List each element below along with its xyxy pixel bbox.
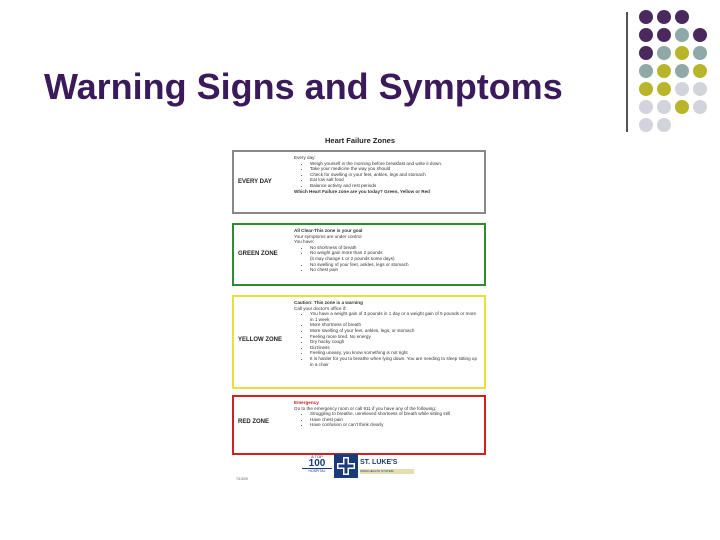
decorative-dot bbox=[639, 100, 653, 114]
document-title: Heart Failure Zones bbox=[324, 136, 396, 145]
every-day-zone bbox=[232, 150, 486, 214]
decorative-dot bbox=[639, 10, 653, 24]
zone-heading: Every day: bbox=[294, 155, 316, 160]
hospital-subtitle: IOWA HEALTH SYSTEM bbox=[360, 469, 414, 474]
green-zone bbox=[232, 223, 486, 286]
decorative-dot bbox=[693, 28, 707, 42]
list-item: • No shortness of breath bbox=[310, 245, 480, 251]
decorative-dot bbox=[639, 64, 653, 78]
list-item: • No swelling of your feet, ankles, legs or stomach bbox=[310, 262, 480, 268]
heart-failure-document bbox=[232, 132, 488, 482]
list-item: • Have confusion or can't think clearly bbox=[310, 422, 480, 428]
zone-line: You have: bbox=[294, 239, 315, 245]
list-item: • Dry hacky cough bbox=[310, 339, 480, 345]
top-100-hospital-logo bbox=[302, 454, 332, 478]
list-item: • No chest pain bbox=[310, 267, 480, 273]
list-item: • Weigh yourself in the morning before breakfast and write it down. bbox=[310, 161, 480, 167]
slide-title: Warning Signs and Symptoms bbox=[44, 66, 563, 107]
decorative-dot bbox=[675, 28, 689, 42]
list-item: • Eat low salt food bbox=[310, 177, 480, 183]
decorative-dot bbox=[657, 64, 671, 78]
red-zone bbox=[232, 395, 486, 455]
decorative-dot bbox=[675, 10, 689, 24]
list-item: • Balance activity and rest periods bbox=[310, 183, 480, 189]
yellow-zone bbox=[232, 295, 486, 389]
zone-heading: Caution: This zone is a warning bbox=[294, 300, 363, 305]
list-item: • Struggling to breathe, unrelieved shortness of breath while sitting still bbox=[310, 411, 480, 417]
decorative-dot bbox=[657, 100, 671, 114]
logo-text: HOSPITAL bbox=[302, 468, 332, 473]
hospital-cross-icon bbox=[334, 454, 358, 478]
decorative-dot bbox=[657, 28, 671, 42]
decorative-dot bbox=[639, 118, 653, 132]
divider-line bbox=[626, 12, 628, 132]
zone-body bbox=[294, 228, 480, 273]
list-item: • Have chest pain bbox=[310, 417, 480, 423]
list-item: • Check for swelling in your feet, ankles, legs and stomach bbox=[310, 172, 480, 178]
decorative-dot bbox=[675, 46, 689, 60]
zone-label: GREEN ZONE bbox=[238, 251, 278, 257]
logo-text: A TOP bbox=[311, 454, 323, 459]
decorative-dot bbox=[693, 64, 707, 78]
list-item: • Feeling uneasy, you know something is not right bbox=[310, 350, 480, 356]
list-item: • You have a weight gain of 3 pounds in 1 day or a weight gain of 5 pounds or more in 1 week bbox=[310, 311, 480, 322]
item-note: (it may change 1 or 2 pounds some days) bbox=[310, 255, 395, 261]
list-item: • It is harder for you to breathe when lying down. You are needing to sleep sitting up in a chair bbox=[310, 356, 480, 367]
decorative-dot bbox=[639, 46, 653, 60]
list-item: • More swelling of your feet, ankles, legs, or stomach bbox=[310, 328, 480, 334]
decorative-dot bbox=[639, 28, 653, 42]
decorative-dot bbox=[693, 100, 707, 114]
zone-label: RED ZONE bbox=[238, 419, 270, 425]
list-item: • Dizziness bbox=[310, 345, 480, 351]
zone-heading: Emergency bbox=[294, 400, 319, 405]
decorative-dot bbox=[675, 64, 689, 78]
zone-body bbox=[294, 155, 480, 194]
list-item: • No weight gain more than 2 pounds bbox=[310, 250, 480, 256]
decorative-dot bbox=[657, 118, 671, 132]
decorative-dot bbox=[639, 82, 653, 96]
zone-label: EVERY DAY bbox=[238, 179, 272, 185]
list-item: • Feeling more tired. No energy bbox=[310, 334, 480, 340]
zone-footer: Which Heart Failure zone are you today? Green, Yellow or Red bbox=[294, 188, 430, 194]
decorative-dot bbox=[657, 10, 671, 24]
zone-line: Your symptoms are under control bbox=[294, 233, 362, 239]
decorative-dot bbox=[675, 82, 689, 96]
list-item: • More shortness of breath bbox=[310, 322, 480, 328]
zone-line: Go to the emergency room or call 911 if you have any of the following: bbox=[294, 405, 437, 411]
zone-label: YELLOW ZONE bbox=[238, 337, 282, 343]
decorative-dot bbox=[693, 82, 707, 96]
list-item: • Take your medicine the way you should bbox=[310, 166, 480, 172]
zone-body bbox=[294, 300, 480, 367]
zone-body bbox=[294, 400, 480, 428]
decorative-dot bbox=[675, 100, 689, 114]
footnote: 7/13/09 bbox=[236, 477, 248, 481]
decorative-dot bbox=[693, 46, 707, 60]
logo-text: 100 bbox=[308, 458, 326, 469]
zone-heading: All Clear-This zone is your goal bbox=[294, 228, 363, 233]
decorative-dot bbox=[657, 46, 671, 60]
decorative-dot bbox=[657, 82, 671, 96]
zone-line: Call your doctor's office if: bbox=[294, 305, 347, 311]
hospital-name: ST. LUKE'S bbox=[360, 459, 398, 466]
